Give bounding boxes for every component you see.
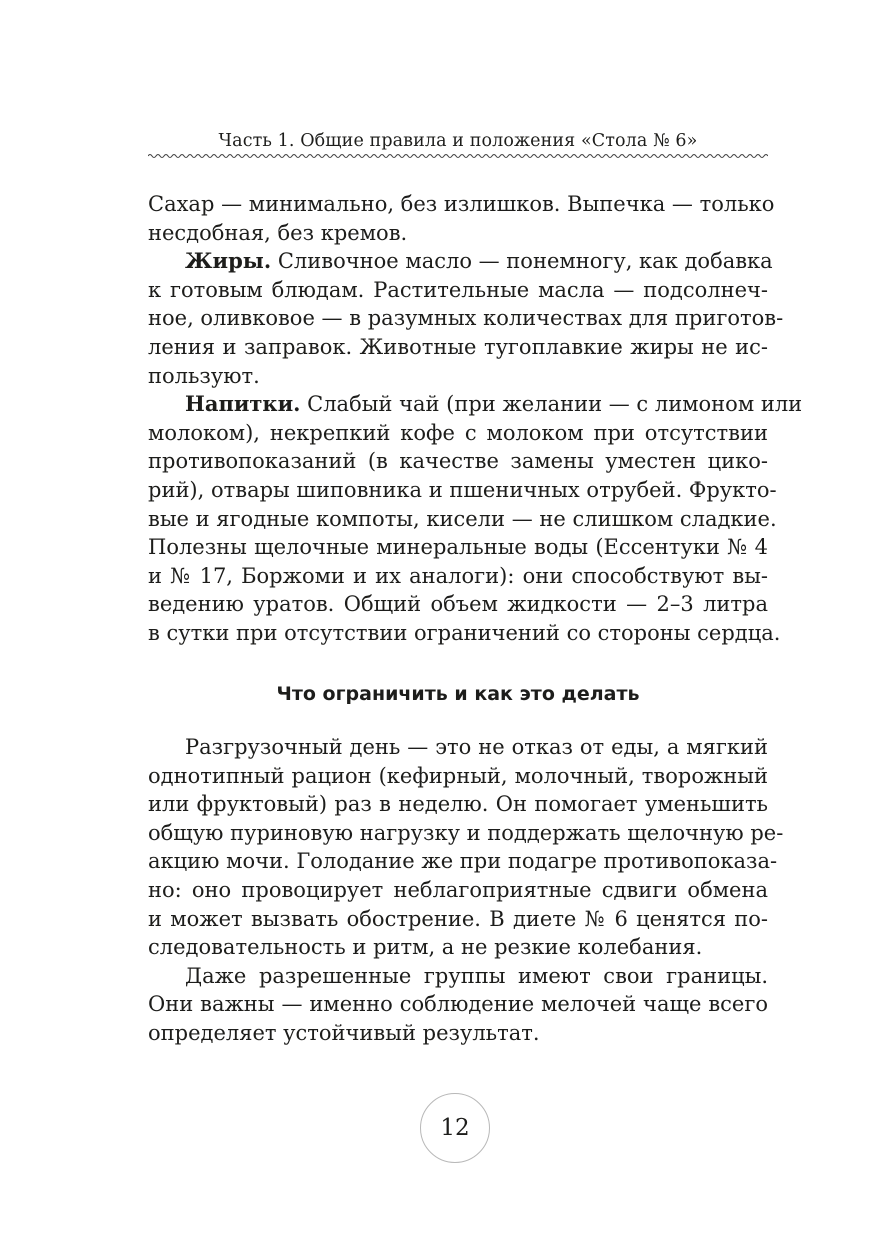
text-line: и может вызвать обострение. В диете № 6 ценятся по-: [148, 906, 768, 931]
text-line: к готовым блюдам. Растительные масла — подсолнеч-: [148, 277, 768, 302]
section-heading: Что ограничить и как это делать: [276, 683, 640, 705]
text-line: и № 17, Боржоми и их аналоги): они способствуют вы-: [148, 563, 768, 588]
text-line: вые и ягодные компоты, кисели — не слишком сладкие.: [148, 506, 777, 531]
text-line: Сахар — минимально, без излишков. Выпечка — только: [148, 192, 775, 216]
text-line: [148, 390, 803, 419]
text-line: Даже разрешенные группы имеют свои границы.: [185, 963, 768, 988]
text-line: несдобная, без кремов.: [148, 220, 408, 245]
text-line: молоком), некрепкий кофе с молоком при отсутствии: [148, 420, 768, 445]
paragraph-limits: [148, 962, 768, 1048]
paragraph-lead-fats: Жиры.: [185, 248, 272, 274]
text-block-bottom: [148, 733, 784, 1048]
text-line: рий), отвары шиповника и пшеничных отрубей. Фрукто-: [148, 477, 777, 502]
running-header: Часть 1. Общие правила и положения «Стола № 6»: [218, 131, 698, 151]
text-line: однотипный рацион (кефирный, молочный, творожный: [148, 763, 768, 788]
text-line: общую пуриновую нагрузку и поддержать щелочную ре-: [148, 820, 784, 845]
paragraph-drinks: [148, 390, 803, 647]
text-block-top: [148, 190, 803, 648]
text-fragment: Сливочное масло — понемногу, как добавка: [271, 249, 773, 274]
text-line: или фруктовый) раз в неделю. Он помогает уменьшить: [148, 792, 768, 817]
text-line: Разгрузочный день — это не отказ от еды, а мягкий: [185, 735, 768, 759]
page-number: 12: [420, 1093, 490, 1163]
text-line: определяет устойчивый результат.: [148, 1020, 540, 1045]
paragraph-sugar: [148, 190, 775, 247]
text-line: акцию мочи. Голодание же при подагре противопоказа-: [148, 849, 778, 874]
text-line: ное, оливковое — в разумных количествах для приготов-: [148, 306, 784, 331]
text-line: Они важны — именно соблюдение мелочей чаще всего: [148, 992, 768, 1017]
text-line: противопоказаний (в качестве замены уместен цико-: [148, 449, 768, 474]
text-line: следовательность и ритм, а не резкие колебания.: [148, 935, 703, 960]
paragraph-fasting-day: [148, 733, 784, 962]
paragraph-lead-drinks: Напитки.: [185, 391, 301, 417]
text-line: ления и заправок. Животные тугоплавкие жиры не ис-: [148, 334, 768, 359]
text-line: [148, 247, 773, 276]
paragraph-fats: [148, 247, 784, 390]
text-fragment: Слабый чай (при желании — с лимоном или: [300, 392, 803, 417]
text-line: пользуют.: [148, 363, 260, 388]
text-line: но: оно провоцирует неблагоприятные сдвиги обмена: [148, 877, 768, 902]
text-line: ведению уратов. Общий объем жидкости — 2–3 литра: [148, 592, 768, 617]
text-line: в сутки при отсутствии ограничений со стороны сердца.: [148, 620, 781, 645]
header-wavy-rule: [148, 152, 768, 160]
text-line: Полезны щелочные минеральные воды (Ессентуки № 4: [148, 535, 768, 560]
